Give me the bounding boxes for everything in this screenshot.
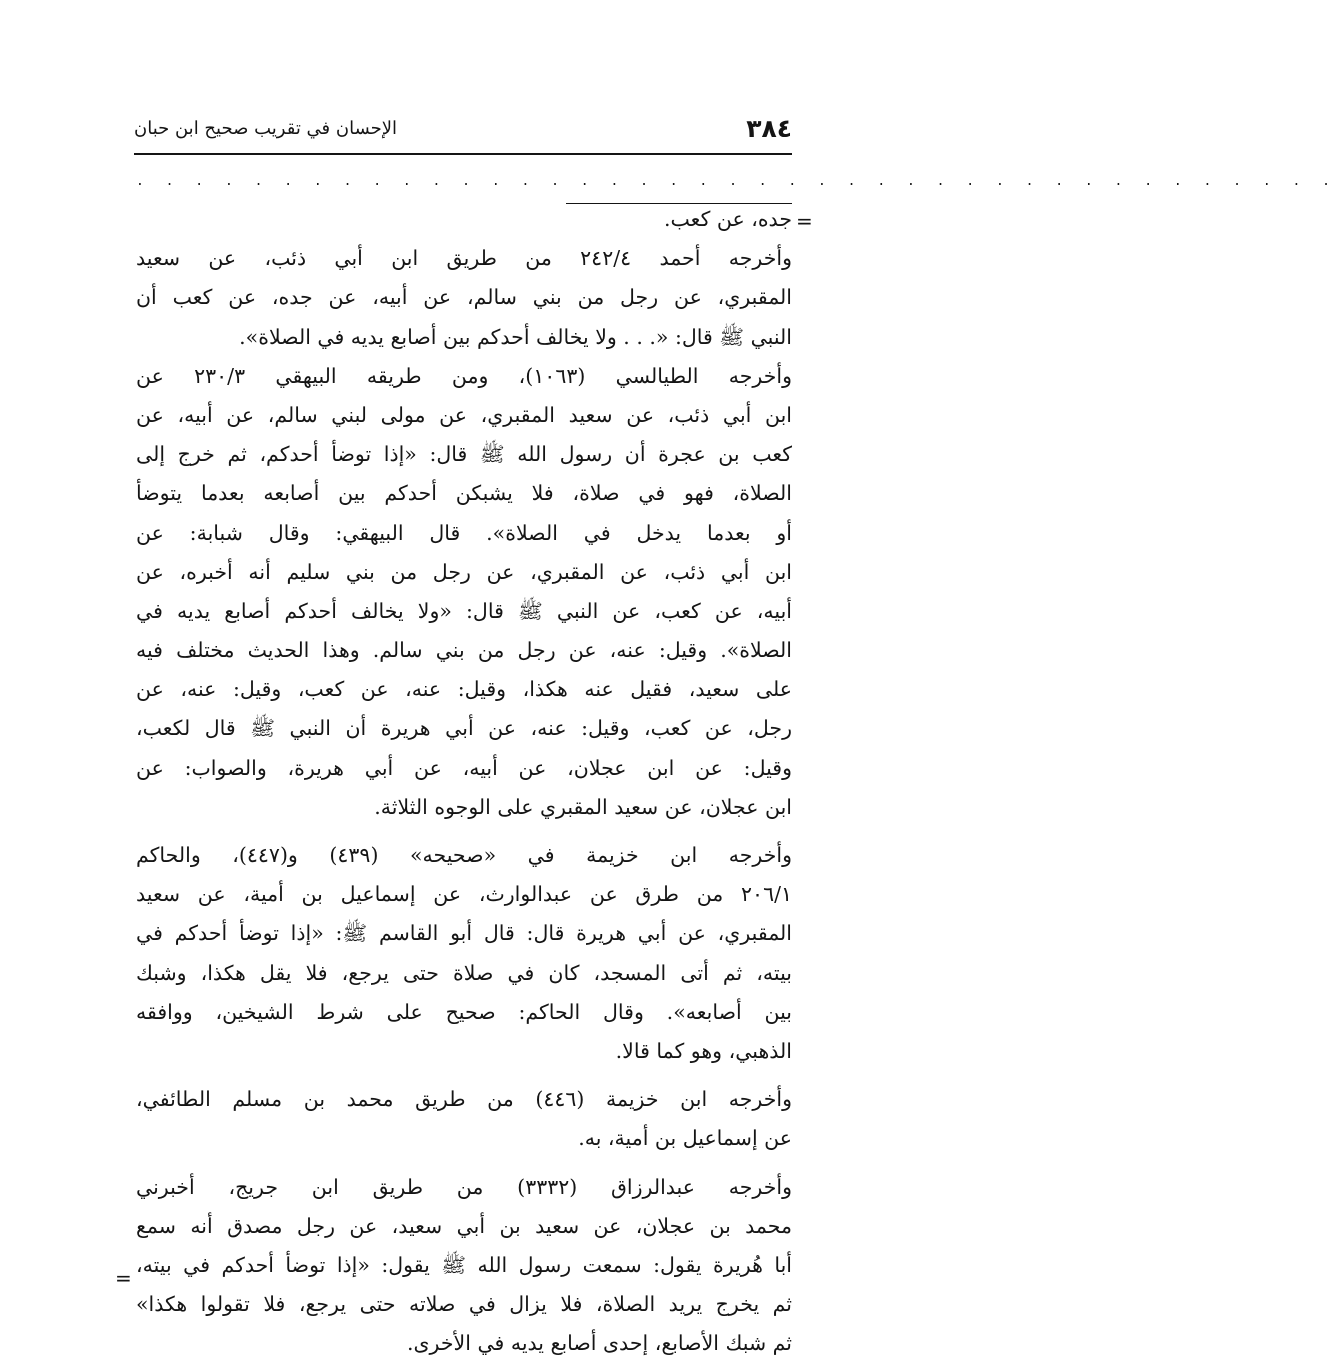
page-number: ٣٨٤ xyxy=(746,114,792,143)
continuation-mark-top: = xyxy=(796,209,813,233)
text-line: ابن أبي ذئب، عن سعيد المقبري، عن مولى لبني سالم، عن أبيه، عن xyxy=(136,402,792,427)
header-rule xyxy=(134,153,792,155)
text-line: أبا هُريرة يقول: سمعت رسول الله ﷺ يقول: «إذا توضأ أحدكم في بيته، xyxy=(136,1252,792,1277)
text-line: رجل، عن كعب، وقيل: عنه، عن أبي هريرة أن النبي ﷺ قال لكعب، xyxy=(136,716,792,741)
continuation-mark-bottom: = xyxy=(115,1266,132,1290)
text-line: وأخرجه الطيالسي (١٠٦٣)، ومن طريقه البيهقي ٢٣٠/٣ عن xyxy=(136,363,792,388)
text-line: وأخرجه ابن خزيمة (٤٤٦) من طريق محمد بن مسلم الطائفي، xyxy=(136,1087,792,1112)
text-line: محمد بن عجلان، عن سعيد بن أبي سعيد، عن رجل مصدق أنه سمع xyxy=(136,1213,792,1238)
text-line: أو بعدما يدخل في الصلاة». قال البيهقي: وقال شبابة: عن xyxy=(136,520,792,545)
text-line: أبيه، عن كعب، عن النبي ﷺ قال: «ولا يخالف أحدكم أصابع يديه في xyxy=(136,598,792,623)
text-line: على سعيد، فقيل عنه هكذا، وقيل: عنه، عن كعب، وقيل: عنه، عن xyxy=(136,677,792,702)
text-line: المقبري، عن رجل من بني سالم، عن أبيه، عن جده، عن كعب أن xyxy=(136,285,792,310)
text-line: جده، عن كعب. xyxy=(664,207,792,231)
text-line: النبي ﷺ قال: «. . . ولا يخالف أحدكم بين أصابع يديه في الصلاة». xyxy=(239,324,792,349)
text-line: المقبري، عن أبي هريرة قال: قال أبو القاسم ﷺ: «إذا توضأ أحدكم في xyxy=(136,921,792,946)
text-line: ٢٠٦/١ من طرق عن عبدالوارث، عن إسماعيل بن أمية، عن سعيد xyxy=(136,882,792,907)
text-line: بين أصابعه». وقال الحاكم: صحيح على شرط الشيخين، ووافقه xyxy=(136,999,792,1024)
text-line: وأخرجه عبدالرزاق (٣٣٣٢) من طريق ابن جريج، أخبرني xyxy=(136,1174,792,1199)
text-line: الصلاة». وقيل: عنه، عن رجل من بني سالم. وهذا الحديث مختلف فيه xyxy=(136,638,792,663)
text-line: وقيل: عن ابن عجلان، عن أبيه، عن أبي هريرة، والصواب: عن xyxy=(136,755,792,780)
text-line: ثم يخرج يريد الصلاة، فلا يزال في صلاته حتى يرجع، فلا تقولوا هكذا» xyxy=(136,1292,792,1317)
text-line: بيته، ثم أتى المسجد، كان في صلاة حتى يرجع، فلا يقل هكذا، وشبك xyxy=(136,960,792,985)
text-line: كعب بن عجرة أن رسول الله ﷺ قال: «إذا توضأ أحدكم، ثم خرج إلى xyxy=(136,442,792,467)
text-line: عن إسماعيل بن أمية، به. xyxy=(578,1126,792,1151)
text-line: الصلاة، فهو في صلاة، فلا يشبكن أحدكم بين أصابعه بعدما يتوضأ xyxy=(136,481,792,506)
dotted-separator: . . . . . . . . . . . . . . . . . . . . . . . . . . . . . . . . . . . . . . . . . xyxy=(136,174,1337,189)
text-line: الذهبي، وهو كما قالا. xyxy=(615,1038,792,1063)
running-title: الإحسان في تقريب صحيح ابن حبان xyxy=(134,118,398,139)
text-line: وأخرجه ابن خزيمة في «صحيحه» (٤٣٩) و(٤٤٧)، والحاكم xyxy=(136,843,792,867)
text-line: ثم شبك الأصابع، إحدى أصابع يديه في الأخرى. xyxy=(407,1331,792,1356)
text-line: ابن عجلان، عن سعيد المقبري على الوجوه الثلاثة. xyxy=(374,794,792,819)
footnote-body xyxy=(136,200,792,1363)
text-line: ابن أبي ذئب، عن المقبري، عن رجل من بني سليم أنه أخبره، عن xyxy=(136,559,792,584)
text-line: وأخرجه أحمد ٢٤٢/٤ من طريق ابن أبي ذئب، عن سعيد xyxy=(136,246,792,271)
